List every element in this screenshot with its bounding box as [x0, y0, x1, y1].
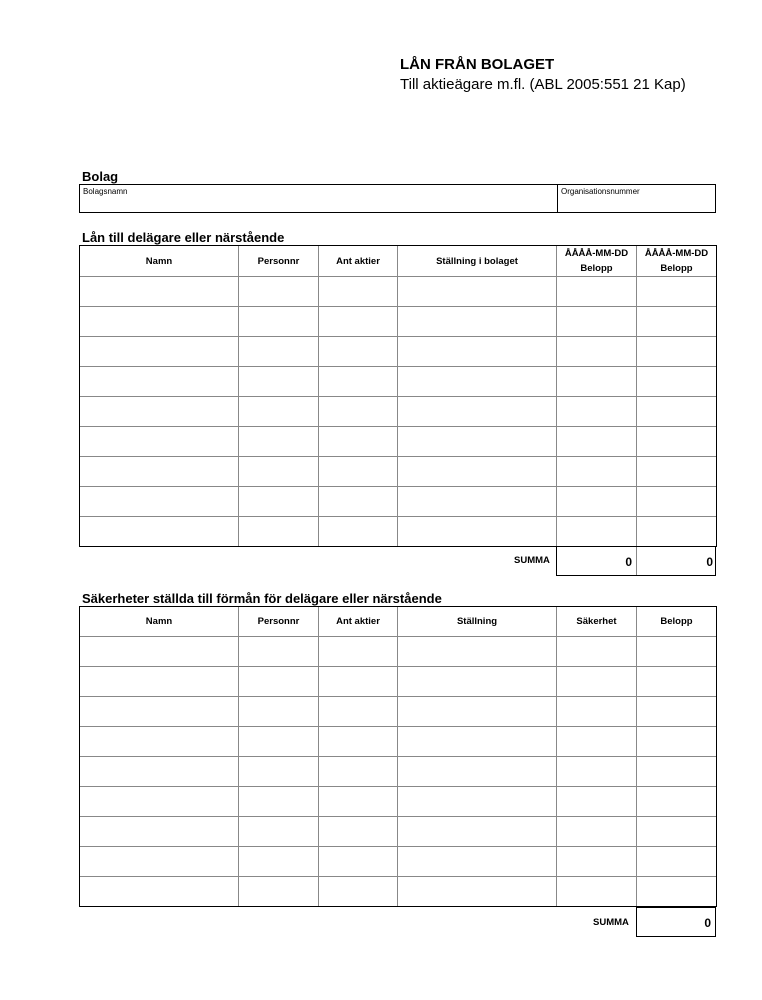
- sakerheter-table-row: [80, 817, 717, 847]
- loans-table-cell[interactable]: [398, 367, 557, 397]
- sakerheter-table-cell[interactable]: [239, 637, 319, 667]
- sakerheter-table-cell[interactable]: [398, 757, 557, 787]
- sakerheter-table-row: [80, 847, 717, 877]
- loans-sum-box: [556, 546, 716, 576]
- sakerheter-table-cell[interactable]: [637, 847, 717, 877]
- sakerheter-table-cell[interactable]: [398, 847, 557, 877]
- org-number-field[interactable]: [558, 185, 715, 212]
- sakerheter-table-cell[interactable]: [239, 727, 319, 757]
- sakerheter-table-cell[interactable]: [398, 697, 557, 727]
- loans-table-cell[interactable]: [637, 397, 717, 427]
- company-name-field[interactable]: [80, 185, 558, 212]
- loans-table-cell[interactable]: [319, 397, 398, 427]
- sakerheter-table-row: [80, 727, 717, 757]
- sakerheter-table-cell[interactable]: [637, 787, 717, 817]
- loans-heading: Lån till delägare eller närstående: [82, 230, 285, 245]
- loans-table-cell[interactable]: [239, 517, 319, 547]
- loans-table-cell[interactable]: [80, 487, 239, 517]
- loans-table-cell[interactable]: [557, 277, 637, 307]
- sakerheter-summa-label: SUMMA: [593, 917, 629, 928]
- sakerheter-table-cell[interactable]: [319, 847, 398, 877]
- sakerheter-table-cell[interactable]: [80, 667, 239, 697]
- loans-sum-1: 0: [557, 547, 637, 575]
- loans-table-row: [80, 457, 717, 487]
- loans-table-cell[interactable]: [637, 277, 717, 307]
- loans-table-cell[interactable]: [80, 307, 239, 337]
- loans-table-cell[interactable]: [557, 337, 637, 367]
- col-header-date-2: [637, 246, 717, 277]
- loans-table-cell[interactable]: [398, 337, 557, 367]
- loans-body: [80, 277, 717, 547]
- sak-col-header-belopp: Belopp: [637, 607, 717, 637]
- loans-table-cell[interactable]: [557, 397, 637, 427]
- sakerheter-table-cell[interactable]: [557, 877, 637, 907]
- sakerheter-table-cell[interactable]: [80, 817, 239, 847]
- loans-table-row: [80, 517, 717, 547]
- loans-table-cell[interactable]: [637, 367, 717, 397]
- loans-table-cell[interactable]: [239, 307, 319, 337]
- sak-col-header-namn: Namn: [80, 607, 239, 637]
- loans-table-cell[interactable]: [398, 277, 557, 307]
- sakerheter-heading: Säkerheter ställda till förmån för delägare eller närstående: [82, 591, 442, 606]
- col-header-namn: Namn: [80, 246, 239, 277]
- sakerheter-table-row: [80, 877, 717, 907]
- org-number-label: Organisationsnummer: [561, 187, 640, 196]
- sakerheter-table-cell[interactable]: [398, 637, 557, 667]
- loans-table-cell[interactable]: [80, 457, 239, 487]
- sakerheter-table-cell[interactable]: [319, 757, 398, 787]
- loans-table-cell[interactable]: [557, 307, 637, 337]
- sakerheter-table-cell[interactable]: [637, 757, 717, 787]
- loans-table-cell[interactable]: [239, 487, 319, 517]
- bolag-box: [79, 184, 716, 213]
- loans-table-cell[interactable]: [80, 397, 239, 427]
- loans-table-row: [80, 277, 717, 307]
- sakerheter-table-cell[interactable]: [80, 757, 239, 787]
- sakerheter-table-row: [80, 667, 717, 697]
- sakerheter-table-cell[interactable]: [319, 667, 398, 697]
- loans-table-cell[interactable]: [239, 277, 319, 307]
- belopp-1-label: Belopp: [580, 263, 613, 274]
- col-header-ant-aktier: Ant aktier: [319, 246, 398, 277]
- sakerheter-table: [79, 606, 717, 907]
- sakerheter-table-row: [80, 697, 717, 727]
- sakerheter-table-cell[interactable]: [239, 667, 319, 697]
- loans-table-cell[interactable]: [319, 457, 398, 487]
- sakerheter-table-cell[interactable]: [398, 787, 557, 817]
- loans-table-cell[interactable]: [398, 487, 557, 517]
- sak-col-header-personnr: Personnr: [239, 607, 319, 637]
- loans-table-cell[interactable]: [637, 517, 717, 547]
- loans-table-cell[interactable]: [239, 457, 319, 487]
- loans-table-cell[interactable]: [319, 427, 398, 457]
- sakerheter-table-cell[interactable]: [557, 637, 637, 667]
- loans-table-row: [80, 367, 717, 397]
- sakerheter-table-cell[interactable]: [80, 877, 239, 907]
- sak-col-header-stallning: Ställning: [398, 607, 557, 637]
- sakerheter-table-cell[interactable]: [239, 877, 319, 907]
- col-header-date-1: [557, 246, 637, 277]
- loans-table-cell[interactable]: [239, 397, 319, 427]
- sakerheter-table-cell[interactable]: [319, 817, 398, 847]
- loans-table-cell[interactable]: [319, 277, 398, 307]
- sakerheter-table-cell[interactable]: [557, 817, 637, 847]
- loans-table-cell[interactable]: [398, 427, 557, 457]
- sakerheter-table-cell[interactable]: [637, 667, 717, 697]
- sakerheter-table-cell[interactable]: [319, 697, 398, 727]
- sakerheter-table-cell[interactable]: [557, 847, 637, 877]
- loans-table-cell[interactable]: [557, 517, 637, 547]
- col-header-personnr: Personnr: [239, 246, 319, 277]
- loans-sum-2: 0: [706, 555, 713, 569]
- sakerheter-table-row: [80, 757, 717, 787]
- loans-table-cell[interactable]: [239, 337, 319, 367]
- loans-table-cell[interactable]: [319, 487, 398, 517]
- loans-table-cell[interactable]: [80, 337, 239, 367]
- loans-table-cell[interactable]: [80, 517, 239, 547]
- sakerheter-table-cell[interactable]: [557, 787, 637, 817]
- loans-table-cell[interactable]: [80, 427, 239, 457]
- loans-table-cell[interactable]: [398, 517, 557, 547]
- sakerheter-table-cell[interactable]: [398, 667, 557, 697]
- date-1-label: ÅÅÅÅ-MM-DD: [564, 248, 629, 259]
- sakerheter-table-cell[interactable]: [319, 877, 398, 907]
- sakerheter-table-cell[interactable]: [80, 697, 239, 727]
- loans-table-cell[interactable]: [80, 367, 239, 397]
- sakerheter-table-cell[interactable]: [637, 697, 717, 727]
- sakerheter-table-cell[interactable]: [239, 697, 319, 727]
- sak-col-header-sakerhet: Säkerhet: [557, 607, 637, 637]
- loans-table-cell[interactable]: [557, 487, 637, 517]
- loans-table-row: [80, 337, 717, 367]
- loans-table-cell[interactable]: [80, 277, 239, 307]
- sakerheter-table-cell[interactable]: [80, 787, 239, 817]
- sakerheter-table-cell[interactable]: [637, 877, 717, 907]
- sakerheter-header-row: [80, 607, 717, 637]
- loans-table: [79, 245, 717, 547]
- sakerheter-table-cell[interactable]: [557, 757, 637, 787]
- sakerheter-table-cell[interactable]: [80, 727, 239, 757]
- loans-table-row: [80, 307, 717, 337]
- sakerheter-table-cell[interactable]: [557, 697, 637, 727]
- sakerheter-table-cell[interactable]: [239, 757, 319, 787]
- loans-header-row: [80, 246, 717, 277]
- sakerheter-table-cell[interactable]: [319, 787, 398, 817]
- loans-table-cell[interactable]: [637, 427, 717, 457]
- sakerheter-table-cell[interactable]: [637, 637, 717, 667]
- sakerheter-table-row: [80, 637, 717, 667]
- loans-table-row: [80, 397, 717, 427]
- loans-table-cell[interactable]: [239, 367, 319, 397]
- date-2-label: ÅÅÅÅ-MM-DD: [644, 248, 709, 259]
- loans-table-cell[interactable]: [557, 427, 637, 457]
- loans-table-cell[interactable]: [557, 457, 637, 487]
- page-subtitle: Till aktieägare m.fl. (ABL 2005:551 21 Kap): [400, 76, 686, 93]
- loans-summa-label: SUMMA: [514, 555, 550, 566]
- sakerheter-body: [80, 637, 717, 907]
- loans-table-cell[interactable]: [319, 367, 398, 397]
- sakerheter-table-cell[interactable]: [398, 817, 557, 847]
- sakerheter-table-cell[interactable]: [319, 637, 398, 667]
- loans-table-cell[interactable]: [637, 307, 717, 337]
- loans-table-cell[interactable]: [398, 307, 557, 337]
- loans-table-cell[interactable]: [637, 337, 717, 367]
- sakerheter-sum: 0: [636, 907, 716, 937]
- sakerheter-table-cell[interactable]: [637, 817, 717, 847]
- sakerheter-table-cell[interactable]: [398, 877, 557, 907]
- sakerheter-table-row: [80, 787, 717, 817]
- col-header-stallning: Ställning i bolaget: [398, 246, 557, 277]
- loans-table-cell[interactable]: [637, 457, 717, 487]
- loans-table-cell[interactable]: [239, 427, 319, 457]
- company-name-label: Bolagsnamn: [83, 187, 128, 196]
- loans-table-cell[interactable]: [319, 307, 398, 337]
- page-title: LÅN FRÅN BOLAGET: [400, 56, 555, 73]
- loans-table-row: [80, 487, 717, 517]
- sakerheter-table-cell[interactable]: [80, 637, 239, 667]
- sakerheter-table-cell[interactable]: [557, 727, 637, 757]
- sakerheter-table-cell[interactable]: [239, 847, 319, 877]
- bolag-heading: Bolag: [82, 169, 119, 184]
- loans-table-cell[interactable]: [398, 397, 557, 427]
- loans-table-cell[interactable]: [398, 457, 557, 487]
- sakerheter-table-cell[interactable]: [239, 817, 319, 847]
- loans-table-cell[interactable]: [319, 517, 398, 547]
- loans-table-cell[interactable]: [637, 487, 717, 517]
- loans-table-cell[interactable]: [557, 367, 637, 397]
- sakerheter-table-cell[interactable]: [80, 847, 239, 877]
- sak-col-header-ant-aktier: Ant aktier: [319, 607, 398, 637]
- loans-table-row: [80, 427, 717, 457]
- loans-table-cell[interactable]: [319, 337, 398, 367]
- sakerheter-table-cell[interactable]: [239, 787, 319, 817]
- belopp-2-label: Belopp: [660, 263, 693, 274]
- sakerheter-table-cell[interactable]: [557, 667, 637, 697]
- sakerheter-table-cell[interactable]: [319, 727, 398, 757]
- sakerheter-table-cell[interactable]: [398, 727, 557, 757]
- sakerheter-table-cell[interactable]: [637, 727, 717, 757]
